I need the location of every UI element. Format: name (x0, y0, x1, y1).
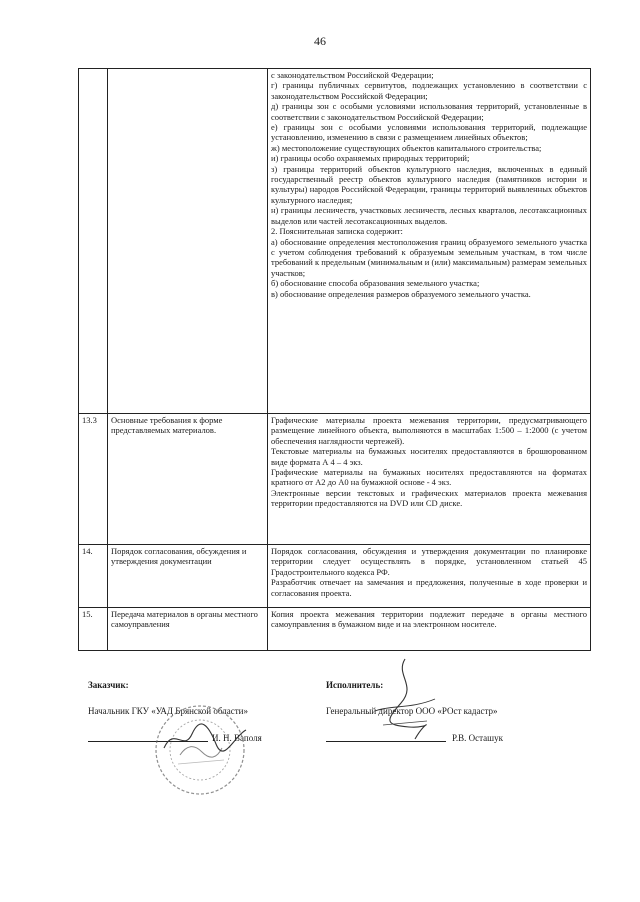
row-number: 13.3 (79, 414, 108, 545)
content-paragraph: Порядок согласования, обсуждения и утверждения документации по планировке территории следует осуществлять в порядке, установленном статьей 45 Градостроительного кодекса РФ. (271, 546, 587, 577)
content-paragraph: в) обоснование определения размеров образуемого земельного участка. (271, 288, 531, 299)
content-paragraph: Графические материалы на бумажных носителях предоставляются на форматах кратного от А2 до А0 на бумажной основе - 4 экз. (271, 467, 587, 488)
content-paragraph: Графические материалы проекта межевания территории, предусматривающего размещение линейного объекта, выполняются в масштабах 1:500 – 1:2000 (с учетом обеспечения наглядности чертежей). (271, 415, 587, 446)
content-paragraph: г) границы публичных сервитутов, подлежащих установлению в соответствии с законодательством Российской Федерации; (271, 80, 587, 101)
customer-position: Начальник ГКУ «УАД Брянской области» (88, 706, 248, 716)
row-requirement: Порядок согласования, обсуждения и утверждения документации (108, 545, 268, 608)
table-row (79, 545, 591, 608)
content-paragraph: с законодательством Российской Федерации; (271, 70, 434, 80)
row-requirement: Передача материалов в органы местного самоуправления (108, 608, 268, 651)
customer-label: Заказчик: (88, 680, 129, 690)
content-paragraph: 2. Пояснительная записка содержит: (271, 226, 403, 237)
table-row (79, 414, 591, 545)
content-paragraph: б) обоснование способа образования земельного участка; (271, 278, 480, 289)
contractor-label: Исполнитель: (326, 680, 384, 690)
row-requirement (108, 69, 268, 414)
content-paragraph: е) границы зон с особыми условиями использования территорий, подлежащие установлению, изменению в связи с размещением линейных объектов; (271, 122, 587, 143)
contractor-position: Генеральный директор ООО «РОст кадастр» (326, 706, 498, 716)
row-content (268, 545, 591, 608)
content-paragraph: а) обоснование определения местоположения границ образуемого земельного участка с учетом соблюдения требований к образуемым земельным участкам, в том числе требований к предельным (минимальным и (или) максимальным) размерам земельных участков; (271, 236, 587, 278)
content-paragraph: Электронные версии текстовых и графических материалов проекта межевания территории предоставляются на DVD или CD диске. (271, 487, 587, 509)
content-paragraph: н) границы лесничеств, участковых лесничеств, лесных кварталов, лесотаксационных выделов или частей лесотаксационных выделов. (271, 205, 587, 226)
content-paragraph: Текстовые материалы на бумажных носителях предоставляются в брошюрованном виде формата А 4 – 4 экз. (271, 446, 587, 467)
page-number: 46 (314, 34, 326, 48)
row-content (268, 69, 591, 414)
requirements-table (78, 68, 591, 651)
row-content (268, 414, 591, 545)
content-paragraph: и) границы особо охраняемых природных территорий; (271, 153, 470, 164)
content-paragraph: Разработчик отвечает на замечания и предложения, полученные в ходе проверки и согласования проекта. (271, 577, 587, 598)
row-number: 14. (79, 545, 108, 608)
row-requirement: Основные требования к форме представляемых материалов. (108, 414, 268, 545)
row-number: 15. (79, 608, 108, 651)
row-content (268, 608, 591, 651)
content-paragraph: з) границы территорий объектов культурного наследия, включенных в единый государственный реестр объектов культурного наследия (памятников истории и культуры) народов Российской Федерации, границы территорий выявленных объектов культурного наследия; (271, 163, 587, 205)
content-paragraph: д) границы зон с особыми условиями использования территорий, установленные в соответствии с законодательством Российской Федерации; (271, 101, 587, 122)
row-number (79, 69, 108, 414)
customer-name: И. Н. Ваполя (212, 733, 262, 743)
content-paragraph: Копия проекта межевания территории подлежит передаче в органы местного самоуправления в бумажном виде и на электронном носителе. (271, 609, 587, 630)
customer-signature-icon (160, 718, 250, 758)
contractor-name: Р.В. Осташук (452, 733, 503, 743)
content-paragraph: ж) местоположение существующих объектов капитального строительства; (271, 142, 542, 153)
table-row (79, 608, 591, 651)
table-row (79, 69, 591, 414)
contractor-signature-icon (365, 655, 445, 750)
